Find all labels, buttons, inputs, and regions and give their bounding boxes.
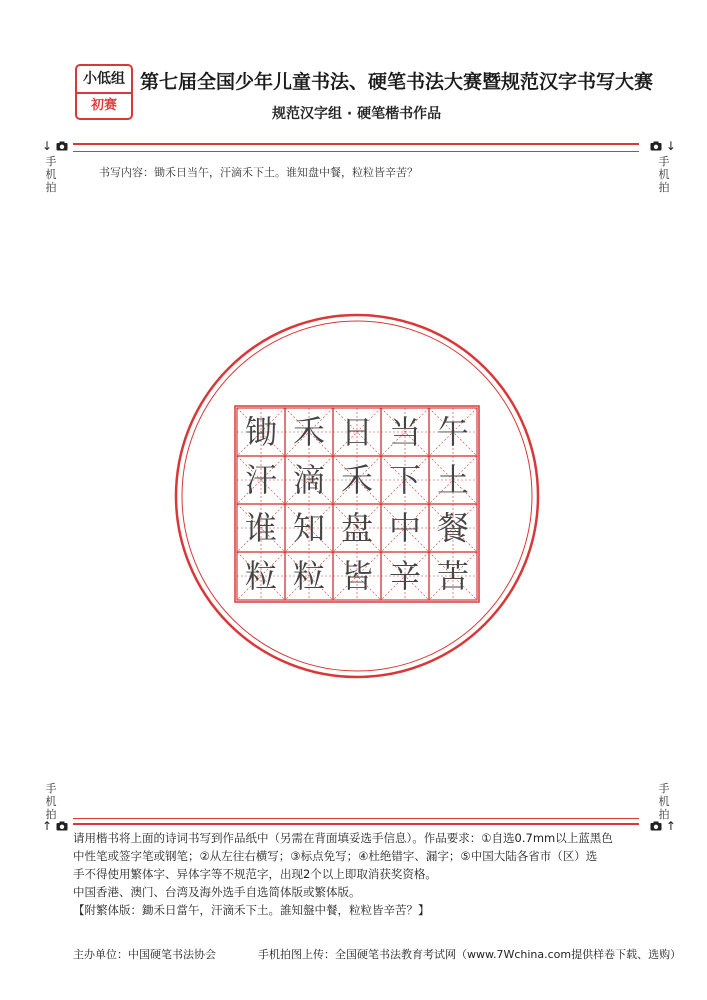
calligraphy-char: 餐 — [436, 509, 469, 547]
instruction-line: 请用楷书将上面的诗词书写到作品纸中（另需在背面填妥选手信息）。作品要求：①自选0.7mm以上蓝黑色 — [73, 831, 613, 845]
instruction-line: 中国香港、澳门、台湾及海外选手自选简体版或繁体版。 — [73, 885, 361, 899]
arrow-up-icon: ↑ — [42, 819, 53, 833]
calligraphy-char: 皆 — [340, 557, 373, 595]
competition-title: 第七届全国少年儿童书法、硬笔书法大赛暨规范汉字书写大赛 — [140, 71, 654, 93]
organizer: 主办单位：中国硬笔书法协会 — [73, 948, 216, 961]
arrow-down-icon: ↓ — [42, 139, 53, 153]
calligraphy-char: 谁 — [244, 509, 277, 547]
camera-icon — [650, 821, 662, 831]
badge-round-label: 初赛 — [90, 98, 117, 113]
calligraphy-char: 辛 — [388, 557, 421, 595]
instruction-line: 中性笔或签字笔或钢笔；②从左往右横写；③标点免写；④杜绝错字、漏字；⑤中国大陆各省市（区）选 — [73, 849, 598, 863]
calligraphy-char: 知 — [292, 509, 325, 547]
calligraphy-char: 下 — [388, 461, 421, 499]
bottom-rule-1 — [73, 818, 639, 819]
calligraphy-char: 锄 — [244, 413, 277, 451]
calligraphy-char: 禾 — [340, 461, 373, 499]
upload-info: 手机拍图上传：全国硬笔书法教育考试网（www.7Wchina.com提供样卷下载、选购） — [258, 948, 682, 961]
calligraphy-char: 土 — [436, 461, 469, 499]
camera-icon — [56, 821, 68, 831]
calligraphy-char: 汗 — [244, 461, 277, 499]
instructions-block — [73, 829, 639, 919]
instruction-line: 手不得使用繁体字、异体字等不规范字，出现2个以上即取消获奖资格。 — [73, 867, 437, 881]
calligraphy-char: 中 — [388, 509, 421, 547]
badge-group-label: 小低组 — [77, 66, 131, 94]
traditional-version: 【附繁体版：鋤禾日當午，汗滴禾下土。誰知盤中餐，粒粒皆辛苦？】 — [73, 903, 430, 917]
left-bottom-phone-label: 手 机 拍 — [45, 782, 57, 821]
calligraphy-char: 滴 — [292, 461, 325, 499]
left-top-phone-label: 手 机 拍 — [45, 155, 57, 194]
writing-content: 书写内容：锄禾日当午，汗滴禾下土。谁知盘中餐，粒粒皆辛苦？ — [99, 166, 418, 179]
right-top-phone-label: 手 机 拍 — [658, 155, 670, 194]
calligraphy-char: 当 — [388, 413, 421, 451]
calligraphy-char: 粒 — [292, 557, 325, 595]
calligraphy-char: 粒 — [244, 557, 277, 595]
calligraphy-char: 禾 — [292, 413, 325, 451]
calligraphy-char: 苦 — [436, 557, 469, 595]
right-bottom-phone-label: 手 机 拍 — [658, 782, 670, 821]
arrow-down-icon: ↓ — [665, 139, 676, 153]
calligraphy-char: 盘 — [340, 509, 373, 547]
bottom-right-marker — [650, 819, 676, 833]
bottom-rule-2 — [73, 823, 639, 825]
category-subtitle: 规范汉字组 · 硬笔楷书作品 — [272, 106, 442, 122]
calligraphy-char: 日 — [340, 413, 373, 451]
calligraphy-char: 午 — [436, 413, 469, 451]
arrow-up-icon: ↑ — [665, 819, 676, 833]
bottom-left-marker — [42, 819, 68, 833]
